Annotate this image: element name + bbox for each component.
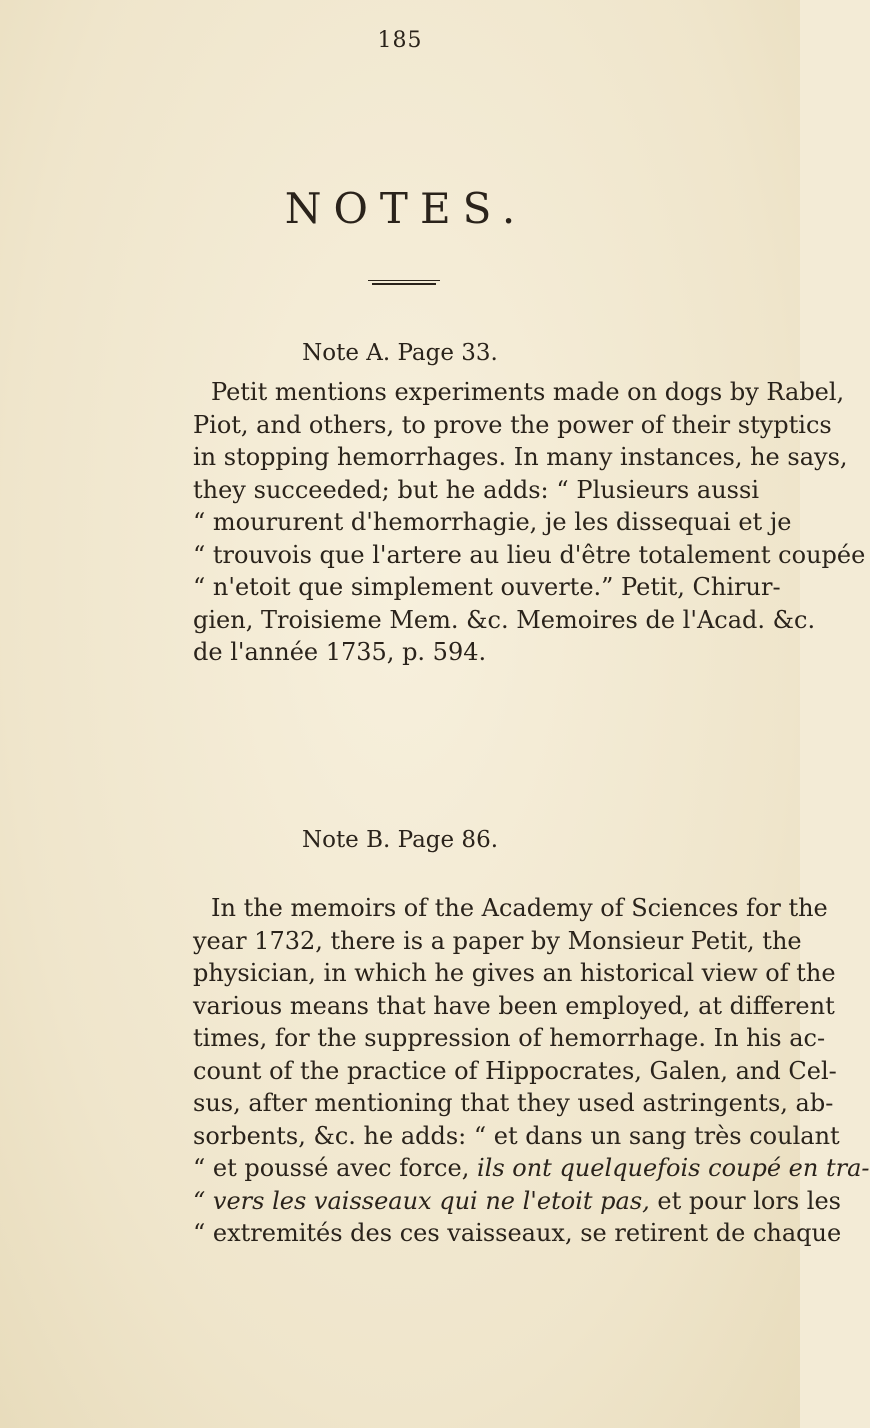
text-line: Piot, and others, to prove the power of their styptics bbox=[193, 410, 832, 439]
text-segment: “ et poussé avec force, bbox=[193, 1154, 470, 1182]
text-line: sorbents, &c. he adds: “ et dans un sang très coulant bbox=[193, 1121, 840, 1150]
note-a-text bbox=[193, 376, 866, 669]
italic-segment: ils ont quelquefois coupé en tra- bbox=[476, 1154, 870, 1182]
page-number: 185 bbox=[377, 28, 423, 53]
italic-segment: “ vers les vaisseaux qui ne l'etoit pas, bbox=[193, 1186, 650, 1215]
text-line: de l'année 1735, p. 594. bbox=[193, 638, 487, 666]
text-line bbox=[193, 1185, 841, 1218]
text-line: gien, Troisieme Mem. &c. Memoires de l'Acad. &c. bbox=[193, 605, 816, 634]
note-a-heading: Note A. Page 33. bbox=[302, 340, 498, 366]
text-line: “ moururent d'hemorrhagie, je les dissequai et je bbox=[193, 508, 792, 536]
text-line: various means that have been employed, at different bbox=[193, 991, 835, 1020]
page-title: NOTES. bbox=[284, 184, 528, 233]
text-line: physician, in which he gives an historical view of the bbox=[193, 959, 836, 987]
text-line: times, for the suppression of hemorrhage. In his ac- bbox=[193, 1024, 826, 1052]
text-line: in stopping hemorrhages. In many instances, he says, bbox=[193, 443, 848, 471]
text-line: Petit mentions experiments made on dogs by Rabel, bbox=[211, 378, 845, 406]
text-line: “ n'etoit que simplement ouverte.” Petit, Chirur- bbox=[193, 573, 781, 601]
text-line: they succeeded; but he adds: “ Plusieurs aussi bbox=[193, 475, 759, 504]
text-line: count of the practice of Hippocrates, Galen, and Cel- bbox=[193, 1056, 837, 1085]
text-line: “ extremités des ces vaisseaux, se retirent de chaque bbox=[193, 1219, 842, 1247]
text-segment: et pour lors les bbox=[657, 1186, 841, 1215]
text-line bbox=[193, 1152, 870, 1185]
note-b-text bbox=[193, 892, 870, 1250]
ornamental-rule bbox=[368, 280, 440, 285]
text-line: year 1732, there is a paper by Monsieur Petit, the bbox=[193, 926, 802, 955]
text-line: sus, after mentioning that they used astringents, ab- bbox=[193, 1089, 834, 1117]
note-b-heading: Note B. Page 86. bbox=[301, 827, 499, 853]
text-line: “ trouvois que l'artere au lieu d'être totalement coupée bbox=[193, 540, 866, 569]
text-line: In the memoirs of the Academy of Sciences for the bbox=[211, 894, 828, 922]
